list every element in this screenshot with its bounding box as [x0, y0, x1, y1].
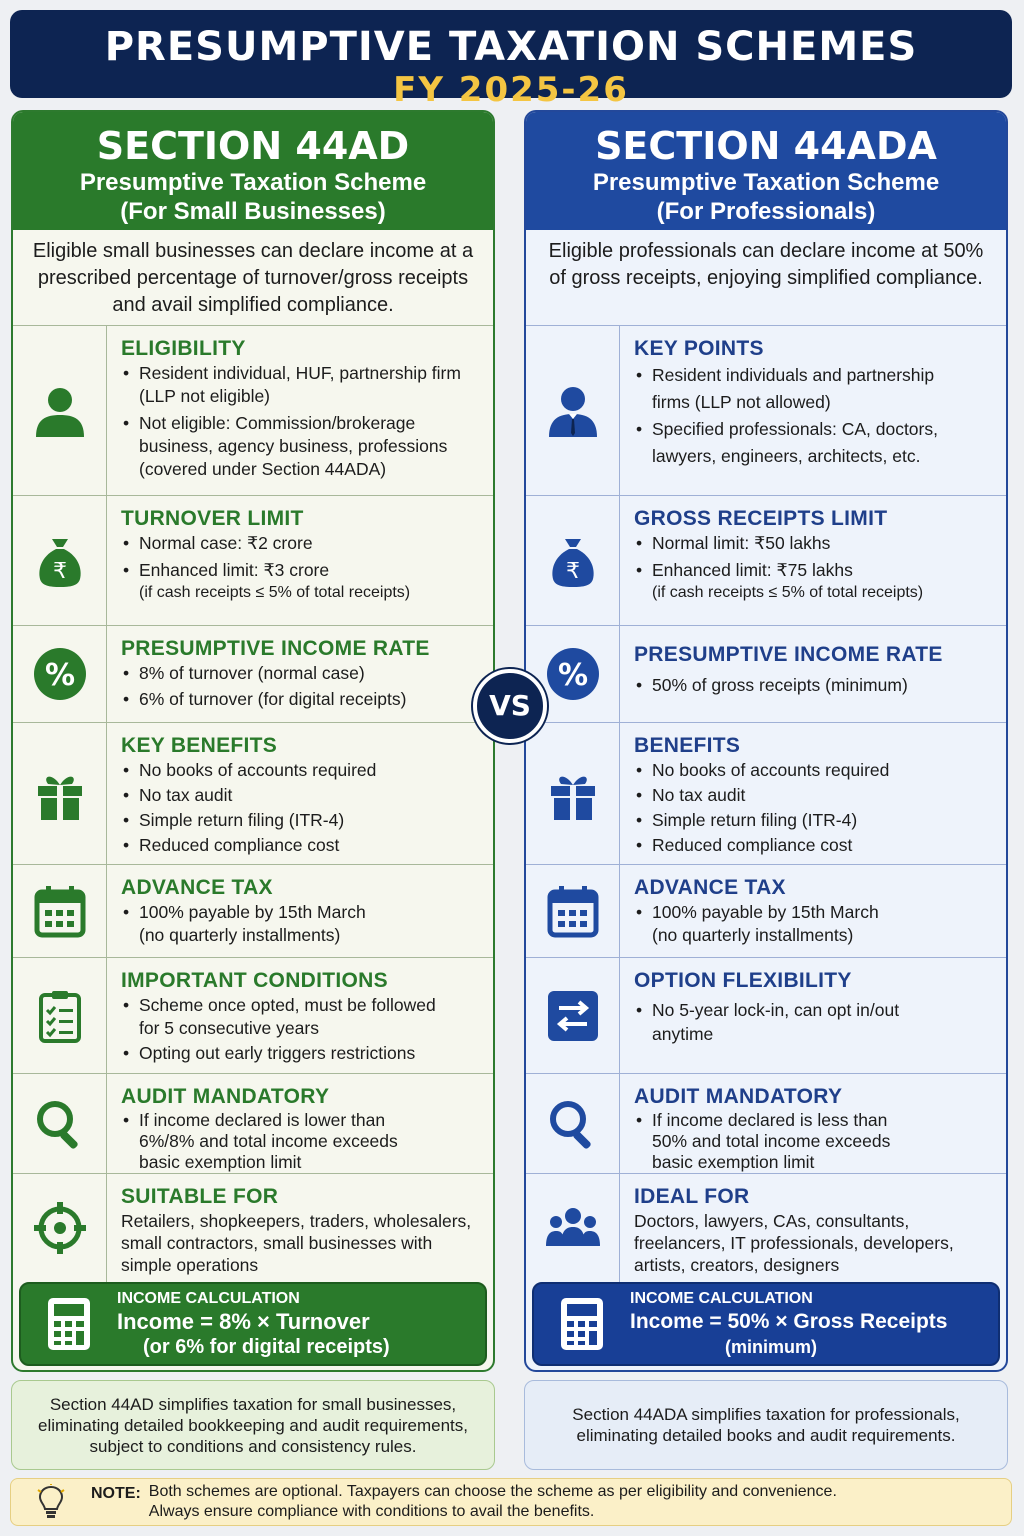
section-title: SECTION 44AD [96, 124, 410, 168]
section-subtitle-audience: (For Professionals) [656, 198, 876, 225]
section-44ada-header [526, 112, 1006, 230]
gift-icon [545, 766, 601, 822]
turnover-limit-row [13, 496, 493, 626]
list-item: • 6% of turnover (for digital receipts) [121, 688, 481, 711]
benefits-row [526, 723, 1006, 865]
row-title: SUITABLE FOR [121, 1185, 279, 1208]
ideal-for-row [526, 1174, 1006, 1282]
list-item: • 8% of turnover (normal case) [121, 662, 481, 685]
eligibility-row [13, 326, 493, 496]
percent-icon [545, 646, 601, 702]
note-text-line-1: Both schemes are optional. Taxpayers can choose the scheme as per eligibility and convenience. [148, 1483, 837, 1500]
lightbulb-icon [36, 1484, 66, 1520]
note-label: NOTE: [91, 1485, 141, 1502]
row-title: GROSS RECEIPTS LIMIT [634, 507, 888, 530]
gross-receipts-limit-row [526, 496, 1006, 626]
section-intro: Eligible small businesses can declare income at a prescribed percentage of turnover/gross receipts and avail simplified compliance. [13, 230, 493, 326]
row-note: (if cash receipts ≤ 5% of total receipts) [139, 584, 411, 601]
svg-text:₹: ₹ [565, 558, 580, 584]
calc-label: INCOME CALCULATION [630, 1290, 813, 1307]
page-title: PRESUMPTIVE TAXATION SCHEMES [104, 24, 918, 70]
list-item: • Reduced compliance cost [121, 834, 481, 857]
section-44ad-header [13, 112, 493, 230]
list-item: • 100% payable by 15th March (no quarterly installments) [634, 901, 994, 947]
calendar-icon [32, 883, 88, 939]
option-flexibility-row [526, 958, 1006, 1074]
calc-formula: Income = 50% × Gross Receipts [630, 1310, 948, 1333]
row-title: TURNOVER LIMIT [121, 507, 304, 530]
row-title: ADVANCE TAX [634, 876, 786, 899]
list-item: • No 5-year lock-in, can opt in/out anytime [634, 998, 994, 1046]
list-item: • Scheme once opted, must be followed for 5 consecutive years [121, 994, 481, 1040]
section-44ad-summary: Section 44AD simplifies taxation for small businesses, eliminating detailed bookkeeping and audit requirements, subject to conditions and consistency rules. [11, 1380, 495, 1470]
money-bag-icon [545, 533, 601, 589]
note-banner [10, 1478, 1012, 1526]
svg-text:%: % [44, 658, 75, 693]
row-text: Doctors, lawyers, CAs, consultants, freelancers, IT professionals, developers, artists, creators, designers [634, 1211, 954, 1275]
list-item: • Specified professionals: CA, doctors, lawyers, engineers, architects, etc. [634, 416, 994, 470]
list-item: • Normal limit: ₹50 lakhs [634, 532, 994, 555]
section-44ada-summary: Section 44ADA simplifies taxation for professionals, eliminating detailed books and audit requirements. [524, 1380, 1008, 1470]
list-item: • No books of accounts required [634, 759, 994, 782]
person-icon [32, 383, 88, 439]
advance-tax-row [13, 865, 493, 958]
page-year: FY 2025-26 [393, 70, 629, 110]
list-item: • Normal case: ₹2 crore [121, 532, 481, 555]
money-bag-icon [32, 533, 88, 589]
row-title: ELIGIBILITY [121, 337, 246, 360]
row-title: PRESUMPTIVE INCOME RATE [121, 637, 430, 660]
row-title: IMPORTANT CONDITIONS [121, 969, 388, 992]
calc-formula-note: (minimum) [725, 1337, 817, 1357]
section-44ada-panel [524, 110, 1008, 1372]
vs-badge: VS [473, 669, 547, 743]
suitable-for-row [13, 1174, 493, 1282]
section-title: SECTION 44ADA [595, 124, 937, 168]
magnifier-icon [32, 1096, 88, 1152]
svg-text:%: % [557, 658, 588, 693]
list-item: • If income declared is less than 50% and total income exceeds basic exemption limit [634, 1110, 994, 1173]
section-subtitle: Presumptive Taxation Scheme [592, 169, 940, 196]
income-calculation-box [532, 1282, 1000, 1366]
list-item: • If income declared is lower than 6%/8% and total income exceeds basic exemption limit [121, 1110, 481, 1173]
section-subtitle: Presumptive Taxation Scheme [79, 169, 427, 196]
professional-icon [545, 383, 601, 439]
list-item: • Reduced compliance cost [634, 834, 994, 857]
row-title: BENEFITS [634, 734, 741, 757]
list-item: • Simple return filing (ITR-4) [121, 809, 481, 832]
percent-icon [32, 646, 88, 702]
advance-tax-row [526, 865, 1006, 958]
income-calculation-box [19, 1282, 487, 1366]
section-intro: Eligible professionals can declare income at 50% of gross receipts, enjoying simplified compliance. [526, 230, 1006, 326]
row-title: PRESUMPTIVE INCOME RATE [634, 643, 943, 666]
magnifier-icon [545, 1096, 601, 1152]
row-title: IDEAL FOR [634, 1185, 750, 1208]
audit-mandatory-row [13, 1074, 493, 1174]
checklist-icon [32, 988, 88, 1044]
key-points-row [526, 326, 1006, 496]
list-item: • 50% of gross receipts (minimum) [634, 674, 994, 697]
calc-label: INCOME CALCULATION [117, 1290, 300, 1307]
row-note: (if cash receipts ≤ 5% of total receipts) [652, 584, 924, 601]
list-item: • 100% payable by 15th March (no quarterly installments) [121, 901, 481, 947]
list-item: • Resident individuals and partnership firms (LLP not allowed) [634, 362, 994, 416]
group-icon [545, 1200, 601, 1256]
gift-icon [32, 766, 88, 822]
important-conditions-row [13, 958, 493, 1074]
row-title: ADVANCE TAX [121, 876, 273, 899]
row-title: AUDIT MANDATORY [634, 1085, 843, 1108]
list-item: • Simple return filing (ITR-4) [634, 809, 994, 832]
income-rate-row [13, 626, 493, 723]
calculator-icon [558, 1296, 606, 1352]
row-title: KEY BENEFITS [121, 734, 278, 757]
section-44ad-panel [11, 110, 495, 1372]
calc-formula: Income = 8% × Turnover [117, 1309, 370, 1334]
income-rate-row [526, 626, 1006, 723]
page-header [10, 10, 1012, 110]
section-subtitle-audience: (For Small Businesses) [120, 198, 386, 225]
row-text: Retailers, shopkeepers, traders, wholesalers, small contractors, small businesses with simple operations [121, 1211, 472, 1275]
list-item: • Enhanced limit: ₹3 crore [121, 559, 481, 582]
calc-formula-note: (or 6% for digital receipts) [143, 1336, 390, 1358]
row-title: OPTION FLEXIBILITY [634, 969, 852, 992]
row-title: KEY POINTS [634, 337, 764, 360]
row-title: AUDIT MANDATORY [121, 1085, 330, 1108]
list-item: • Enhanced limit: ₹75 lakhs [634, 559, 994, 582]
key-benefits-row [13, 723, 493, 865]
calendar-icon [545, 883, 601, 939]
list-item: • Opting out early triggers restrictions [121, 1042, 481, 1065]
list-item: • No tax audit [634, 784, 994, 807]
list-item: • No tax audit [121, 784, 481, 807]
swap-arrows-icon [545, 988, 601, 1044]
svg-text:₹: ₹ [52, 558, 67, 584]
calculator-icon [45, 1296, 93, 1352]
target-icon [32, 1200, 88, 1256]
list-item: • Resident individual, HUF, partnership firm (LLP not eligible) [121, 362, 481, 408]
list-item: • Not eligible: Commission/brokerage business, agency business, professions (covered under Section 44ADA) [121, 412, 481, 481]
note-text-line-2: Always ensure compliance with conditions to avail the benefits. [148, 1503, 595, 1520]
list-item: • No books of accounts required [121, 759, 481, 782]
audit-mandatory-row [526, 1074, 1006, 1174]
